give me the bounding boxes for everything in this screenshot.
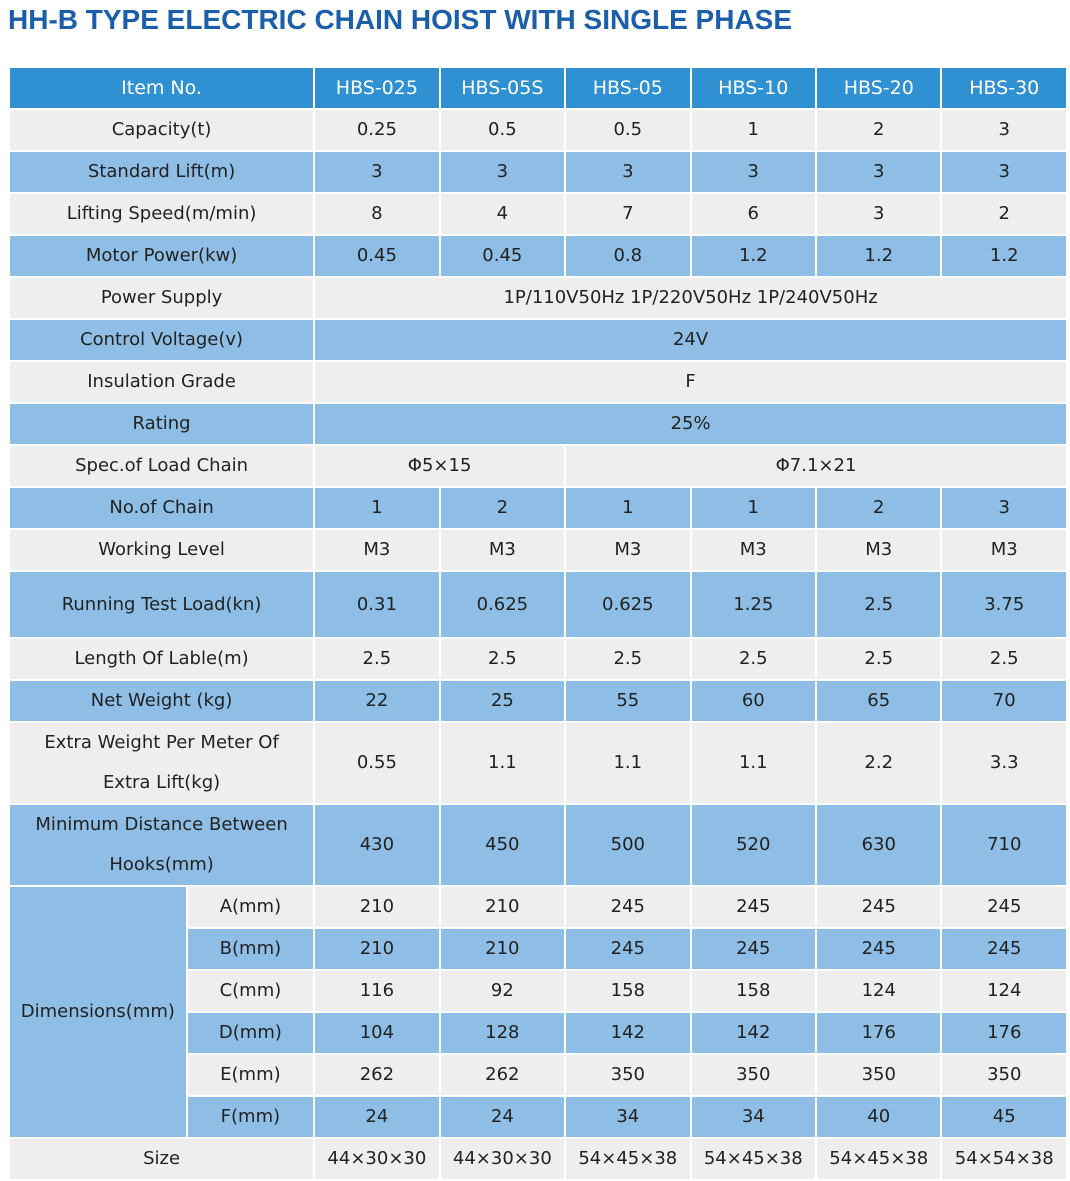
- row-label: Size: [10, 1139, 313, 1179]
- row-value: 3: [942, 152, 1066, 192]
- row-value: 8: [315, 194, 438, 234]
- row-value: 7: [566, 194, 689, 234]
- row-value: 2: [942, 194, 1066, 234]
- row-value: 500: [566, 805, 689, 885]
- row-value: 430: [315, 805, 438, 885]
- dimension-value: 142: [692, 1013, 815, 1053]
- header-model: HBS-025: [315, 68, 438, 108]
- row-lifting_speed: [10, 194, 1066, 234]
- row-label: Rating: [10, 404, 313, 444]
- dimension-value: 158: [566, 971, 689, 1011]
- row-value: 1.1: [692, 723, 815, 803]
- row-value: M3: [817, 530, 940, 570]
- dimension-value: 210: [441, 929, 564, 969]
- row-value: 3: [441, 152, 564, 192]
- row-value: 2.5: [441, 639, 564, 679]
- dimension-value: 245: [942, 929, 1066, 969]
- dimension-sub-label: C(mm): [188, 971, 313, 1011]
- row-running_test: [10, 572, 1066, 637]
- row-value: 0.625: [566, 572, 689, 637]
- row-value: 1.2: [692, 236, 815, 276]
- size-value: 44×30×30: [441, 1139, 564, 1179]
- row-label: Motor Power(kw): [10, 236, 313, 276]
- size-value: 54×54×38: [942, 1139, 1066, 1179]
- row-value: 3: [566, 152, 689, 192]
- spec-table: [8, 66, 1068, 1181]
- row-value: 55: [566, 681, 689, 721]
- row-value: M3: [315, 530, 438, 570]
- dimension-sub-label: F(mm): [188, 1097, 313, 1137]
- dimension-sub-label: B(mm): [188, 929, 313, 969]
- dimension-value: 262: [315, 1055, 438, 1095]
- dimension-sub-label: E(mm): [188, 1055, 313, 1095]
- row-value: 70: [942, 681, 1066, 721]
- dimension-value: 245: [692, 929, 815, 969]
- row-label: Insulation Grade: [10, 362, 313, 402]
- row-value: 25: [441, 681, 564, 721]
- row-value: 3: [692, 152, 815, 192]
- row-value: 1.25: [692, 572, 815, 637]
- size-value: 44×30×30: [315, 1139, 438, 1179]
- dimension-sub-label: A(mm): [188, 887, 313, 927]
- header-model: HBS-10: [692, 68, 815, 108]
- dimension-value: 142: [566, 1013, 689, 1053]
- size-value: 54×45×38: [566, 1139, 689, 1179]
- row-value: M3: [942, 530, 1066, 570]
- dimension-value: 124: [942, 971, 1066, 1011]
- dimension-value: 40: [817, 1097, 940, 1137]
- row-label: No.of Chain: [10, 488, 313, 528]
- dimension-value: 104: [315, 1013, 438, 1053]
- row-value: 520: [692, 805, 815, 885]
- dimension-value: 245: [566, 887, 689, 927]
- row-value: 3: [817, 152, 940, 192]
- dimension-value: 24: [315, 1097, 438, 1137]
- row-value: 450: [441, 805, 564, 885]
- row-value: 2.5: [942, 639, 1066, 679]
- row-value: 60: [692, 681, 815, 721]
- page-title: HH-B TYPE ELECTRIC CHAIN HOIST WITH SINGLE PHASE: [8, 4, 793, 35]
- row-label: Power Supply: [10, 278, 313, 318]
- row-label: Lifting Speed(m/min): [10, 194, 313, 234]
- row-value: M3: [692, 530, 815, 570]
- row-value: Φ7.1×21: [566, 446, 1066, 486]
- row-value: 1: [315, 488, 438, 528]
- row-control_voltage: [10, 320, 1066, 360]
- row-standard_lift: [10, 152, 1066, 192]
- row-value: 710: [942, 805, 1066, 885]
- row-value: 2: [441, 488, 564, 528]
- row-motor_power: [10, 236, 1066, 276]
- row-value: 2.2: [817, 723, 940, 803]
- row-no_chain: [10, 488, 1066, 528]
- row-value: 1P/110V50Hz 1P/220V50Hz 1P/240V50Hz: [315, 278, 1066, 318]
- dimension-value: 158: [692, 971, 815, 1011]
- row-label: Spec.of Load Chain: [10, 446, 313, 486]
- row-value: 2.5: [817, 639, 940, 679]
- dimension-value: 245: [692, 887, 815, 927]
- row-label-line-1: Extra Weight Per Meter Of: [44, 732, 279, 753]
- dimension-value: 124: [817, 971, 940, 1011]
- row-value: 0.8: [566, 236, 689, 276]
- row-working_level: [10, 530, 1066, 570]
- row-value: 2.5: [692, 639, 815, 679]
- dimension-value: 210: [315, 929, 438, 969]
- dimension-value: 245: [942, 887, 1066, 927]
- size-value: 54×45×38: [817, 1139, 940, 1179]
- dimension-value: 350: [942, 1055, 1066, 1095]
- dimension-value: 210: [315, 887, 438, 927]
- row-value: 0.31: [315, 572, 438, 637]
- row-value: 3: [315, 152, 438, 192]
- row-value: 6: [692, 194, 815, 234]
- row-value: 2: [817, 488, 940, 528]
- row-value: 0.25: [315, 110, 438, 150]
- dimension-value: 128: [441, 1013, 564, 1053]
- row-length_cable: [10, 639, 1066, 679]
- row-label: Capacity(t): [10, 110, 313, 150]
- row-value: 3.75: [942, 572, 1066, 637]
- row-capacity: [10, 110, 1066, 150]
- row-value: 1.2: [817, 236, 940, 276]
- dimension-value: 350: [817, 1055, 940, 1095]
- header-model: HBS-05S: [441, 68, 564, 108]
- row-power_supply: [10, 278, 1066, 318]
- row-value: 1: [692, 110, 815, 150]
- row-min_distance: [10, 805, 1066, 885]
- row-value: 3.3: [942, 723, 1066, 803]
- dimension-value: 92: [441, 971, 564, 1011]
- row-value: M3: [566, 530, 689, 570]
- row-value: 0.625: [441, 572, 564, 637]
- dimension-value: 176: [817, 1013, 940, 1053]
- row-label: [10, 805, 313, 885]
- row-value: 2.5: [566, 639, 689, 679]
- dimension-value: 34: [566, 1097, 689, 1137]
- row-value: 1: [692, 488, 815, 528]
- row-size: [10, 1139, 1066, 1179]
- row-value: 4: [441, 194, 564, 234]
- row-value: 2.5: [817, 572, 940, 637]
- row-value: 3: [942, 110, 1066, 150]
- row-value: Φ5×15: [315, 446, 564, 486]
- row-label-line-1: Minimum Distance Between: [35, 814, 288, 835]
- dimension-value: 176: [942, 1013, 1066, 1053]
- row-dimension: [10, 887, 1066, 927]
- dimension-value: 24: [441, 1097, 564, 1137]
- dimension-value: 245: [817, 929, 940, 969]
- row-value: 1.1: [566, 723, 689, 803]
- row-value: M3: [441, 530, 564, 570]
- row-value: F: [315, 362, 1066, 402]
- row-net_weight: [10, 681, 1066, 721]
- header-model: HBS-30: [942, 68, 1066, 108]
- size-value: 54×45×38: [692, 1139, 815, 1179]
- row-label: Length Of Lable(m): [10, 639, 313, 679]
- row-label-line-2: Hooks(mm): [109, 854, 214, 875]
- dimension-value: 245: [566, 929, 689, 969]
- row-value: 3: [942, 488, 1066, 528]
- dimension-value: 116: [315, 971, 438, 1011]
- row-label: Standard Lift(m): [10, 152, 313, 192]
- row-label: [10, 723, 313, 803]
- row-value: 0.5: [566, 110, 689, 150]
- row-label-line-2: Extra Lift(kg): [102, 772, 221, 793]
- row-value: 24V: [315, 320, 1066, 360]
- row-label: Working Level: [10, 530, 313, 570]
- row-value: 0.45: [315, 236, 438, 276]
- dimension-value: 45: [942, 1097, 1066, 1137]
- dimensions-label: Dimensions(mm): [10, 887, 186, 1137]
- row-value: 1.2: [942, 236, 1066, 276]
- dimension-sub-label: D(mm): [188, 1013, 313, 1053]
- header-model: HBS-20: [817, 68, 940, 108]
- row-value: 22: [315, 681, 438, 721]
- dimension-value: 245: [817, 887, 940, 927]
- row-rating: [10, 404, 1066, 444]
- row-value: 1: [566, 488, 689, 528]
- row-value: 1.1: [441, 723, 564, 803]
- dimension-value: 210: [441, 887, 564, 927]
- row-value: 0.5: [441, 110, 564, 150]
- row-label: Net Weight (kg): [10, 681, 313, 721]
- row-insulation_grade: [10, 362, 1066, 402]
- header-item-label: Item No.: [10, 68, 313, 108]
- row-load_chain: [10, 446, 1066, 486]
- row-value: 65: [817, 681, 940, 721]
- row-value: 2: [817, 110, 940, 150]
- header-row: [10, 68, 1066, 108]
- row-label: Running Test Load(kn): [10, 572, 313, 637]
- dimension-value: 350: [566, 1055, 689, 1095]
- dimension-value: 34: [692, 1097, 815, 1137]
- dimension-value: 350: [692, 1055, 815, 1095]
- row-value: 25%: [315, 404, 1066, 444]
- row-label: Control Voltage(v): [10, 320, 313, 360]
- dimension-value: 262: [441, 1055, 564, 1095]
- header-model: HBS-05: [566, 68, 689, 108]
- row-value: 2.5: [315, 639, 438, 679]
- row-value: 3: [817, 194, 940, 234]
- row-extra_weight: [10, 723, 1066, 803]
- row-value: 630: [817, 805, 940, 885]
- row-value: 0.55: [315, 723, 438, 803]
- row-value: 0.45: [441, 236, 564, 276]
